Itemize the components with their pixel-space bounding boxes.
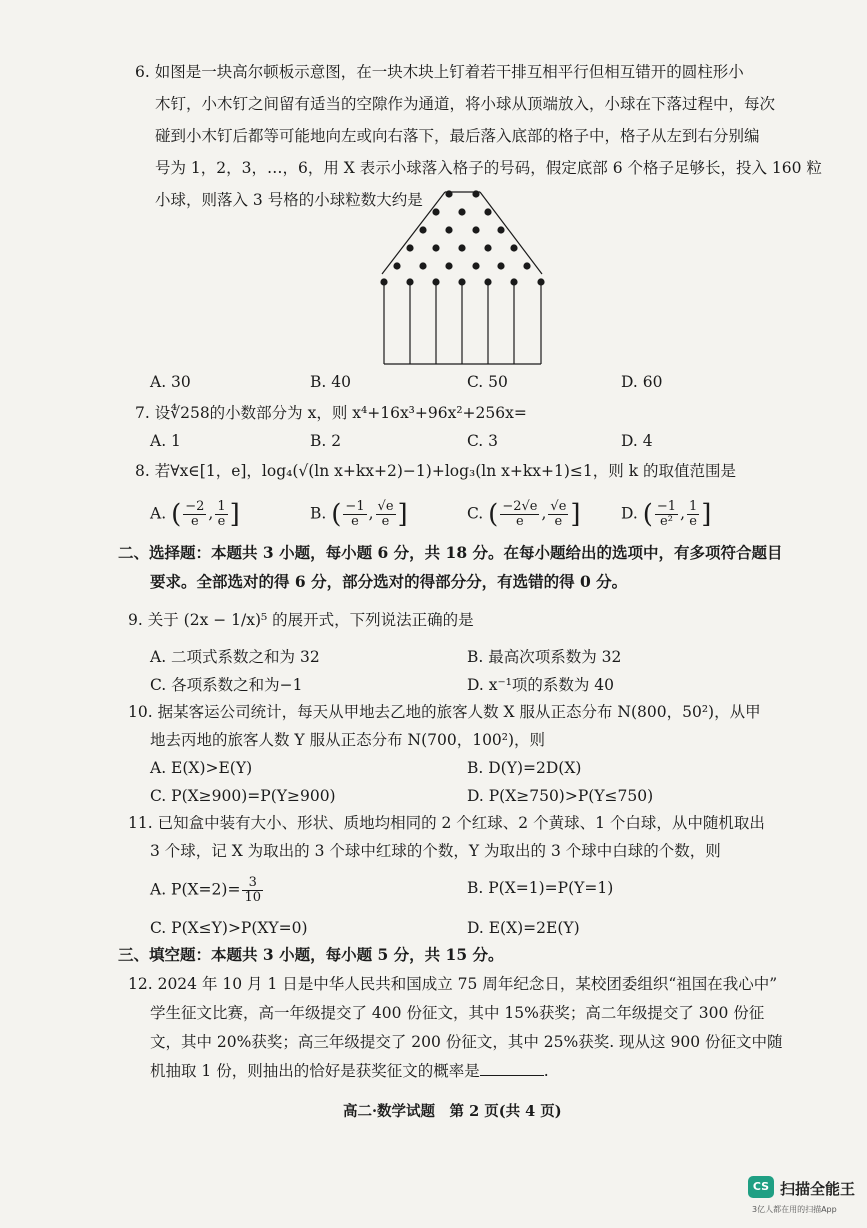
q9-option-d: D. x⁻¹项的系数为 40 — [467, 676, 615, 694]
q9-option-c: C. 各项系数之和为−1 — [150, 676, 303, 694]
q6-line-2: 木钉，小木钉之间留有适当的空隙作为通道，将小球从顶端放入，小球在下落过程中，每次 — [155, 95, 776, 113]
peg-dots — [380, 190, 544, 285]
q8-option-a: A. ( $\frac{-2}{e}$ , $\frac{1}{e}$ ] — [150, 499, 240, 530]
q8-option-d: D. ( $\frac{-1}{\text{e²}}$ , $\frac{1}{e}$ ] — [621, 499, 712, 530]
q7-option-a: A. 1 — [150, 432, 181, 450]
q8-option-b: B. ( $\frac{-1}{e}$ , $\frac{√e}{e}$ ] — [310, 499, 408, 530]
q9-option-b: B. 最高次项系数为 32 — [467, 648, 622, 666]
q9-expression: (2x − 1/x)⁵ — [183, 611, 268, 629]
q6-option-c: C. 50 — [467, 373, 508, 391]
q9-option-a: A. 二项式系数之和为 32 — [150, 648, 320, 666]
watermark-brand: 扫描全能王 — [780, 1180, 856, 1198]
q11-line-1: 11. 已知盒中装有大小、形状、质地均相同的 2 个红球、2 个黄球、1 个白球，从中随机取出 — [128, 814, 765, 832]
camscanner-logo-icon: CS — [748, 1176, 774, 1198]
q10-option-c: C. P(X≥900)=P(Y≥900) — [150, 787, 336, 805]
q7-option-b: B. 2 — [310, 432, 342, 450]
q10-line-2: 地去丙地的旅客人数 Y 服从正态分布 N(700，100²)，则 — [150, 731, 546, 749]
q6-option-b: B. 40 — [310, 373, 351, 391]
q12-line-1: 12. 2024 年 10 月 1 日是中华人民共和国成立 75 周年纪念日，某校团委组织“祖国在我心中” — [128, 975, 778, 993]
galton-board-figure — [370, 186, 560, 366]
q6-line-1: 6. 如图是一块高尔顿板示意图，在一块木块上钉着若干排互相平行但相互错开的圆柱形小 — [135, 63, 744, 81]
section2-heading-line1: 二、选择题：本题共 3 小题，每小题 6 分，共 18 分。在每小题给出的选项中，有多项符合题目 — [118, 543, 783, 562]
q11-option-a: A. P(X=2)= $\frac{3}{10}$ — [150, 875, 261, 905]
section3-heading: 三、填空题：本题共 3 小题，每小题 5 分，共 15 分。 — [118, 945, 504, 964]
q10-option-a: A. E(X)>E(Y) — [150, 759, 253, 777]
q6-line-4: 号为 1，2，3，…，6，用 X 表示小球落入格子的号码，假定底部 6 个格子足够长，投入 160 粒 — [155, 159, 822, 177]
q9-stem: 9. 关于 (2x − 1/x)⁵ 的展开式，下列说法正确的是 — [128, 611, 474, 629]
watermark-tagline: 3亿人都在用的扫描App — [752, 1205, 837, 1214]
q6-option-d: D. 60 — [621, 373, 663, 391]
q7-option-c: C. 3 — [467, 432, 499, 450]
q7-option-d: D. 4 — [621, 432, 653, 450]
q10-option-d: D. P(X≥750)>P(Y≤750) — [467, 787, 654, 805]
q11-option-b: B. P(X=1)=P(Y=1) — [467, 879, 614, 897]
q11-line-2: 3 个球，记 X 为取出的 3 个球中红球的个数，Y 为取出的 3 个球中白球的个数，则 — [150, 842, 721, 860]
section2-heading-line2: 要求。全部选对的得 6 分，部分选对的得部分分，有选错的得 0 分。 — [150, 572, 628, 591]
q6-line-3: 碰到小木钉后都等可能地向左或向右落下，最后落入底部的格子中，格子从左到右分别编 — [155, 127, 760, 145]
q10-line-1: 10. 据某客运公司统计，每天从甲地去乙地的旅客人数 X 服从正态分布 N(800，50²)，从甲 — [128, 703, 761, 721]
q7-stem: 7. 设∜258的小数部分为 x，则 x⁴+16x³+96x²+256x= — [135, 404, 527, 422]
q6-line-5: 小球，则落入 3 号格的小球粒数大约是 — [155, 191, 423, 209]
q8-option-c: C. ( $\frac{-2√e}{e}$ , $\frac{√e}{e}$ ] — [467, 499, 581, 530]
page-footer: 高二·数学试题 第 2 页(共 4 页) — [343, 1103, 562, 1120]
q11-option-c: C. P(X≤Y)>P(XY=0) — [150, 919, 308, 937]
q12-line-3: 文，其中 20%获奖；高三年级提交了 200 份征文，其中 25%获奖. 现从这 900 份征文中随 — [150, 1033, 783, 1051]
q6-option-a: A. 30 — [150, 373, 191, 391]
q8-stem: 8. 若∀x∈[1，e]，log₄(√(ln x+kx+2)−1)+log₃(ln x+kx+1)≤1，则 k 的取值范围是 — [135, 462, 737, 480]
q12-answer-blank — [480, 1061, 544, 1076]
q12-line-2: 学生征文比赛，高一年级提交了 400 份征文，其中 15%获奖；高二年级提交了 300 份征 — [150, 1004, 765, 1022]
q12-line-4: 机抽取 1 份，则抽出的恰好是获奖征文的概率是 . — [150, 1062, 549, 1080]
q10-option-b: B. D(Y)=2D(X) — [467, 759, 582, 777]
q11-option-d: D. E(X)=2E(Y) — [467, 919, 580, 937]
